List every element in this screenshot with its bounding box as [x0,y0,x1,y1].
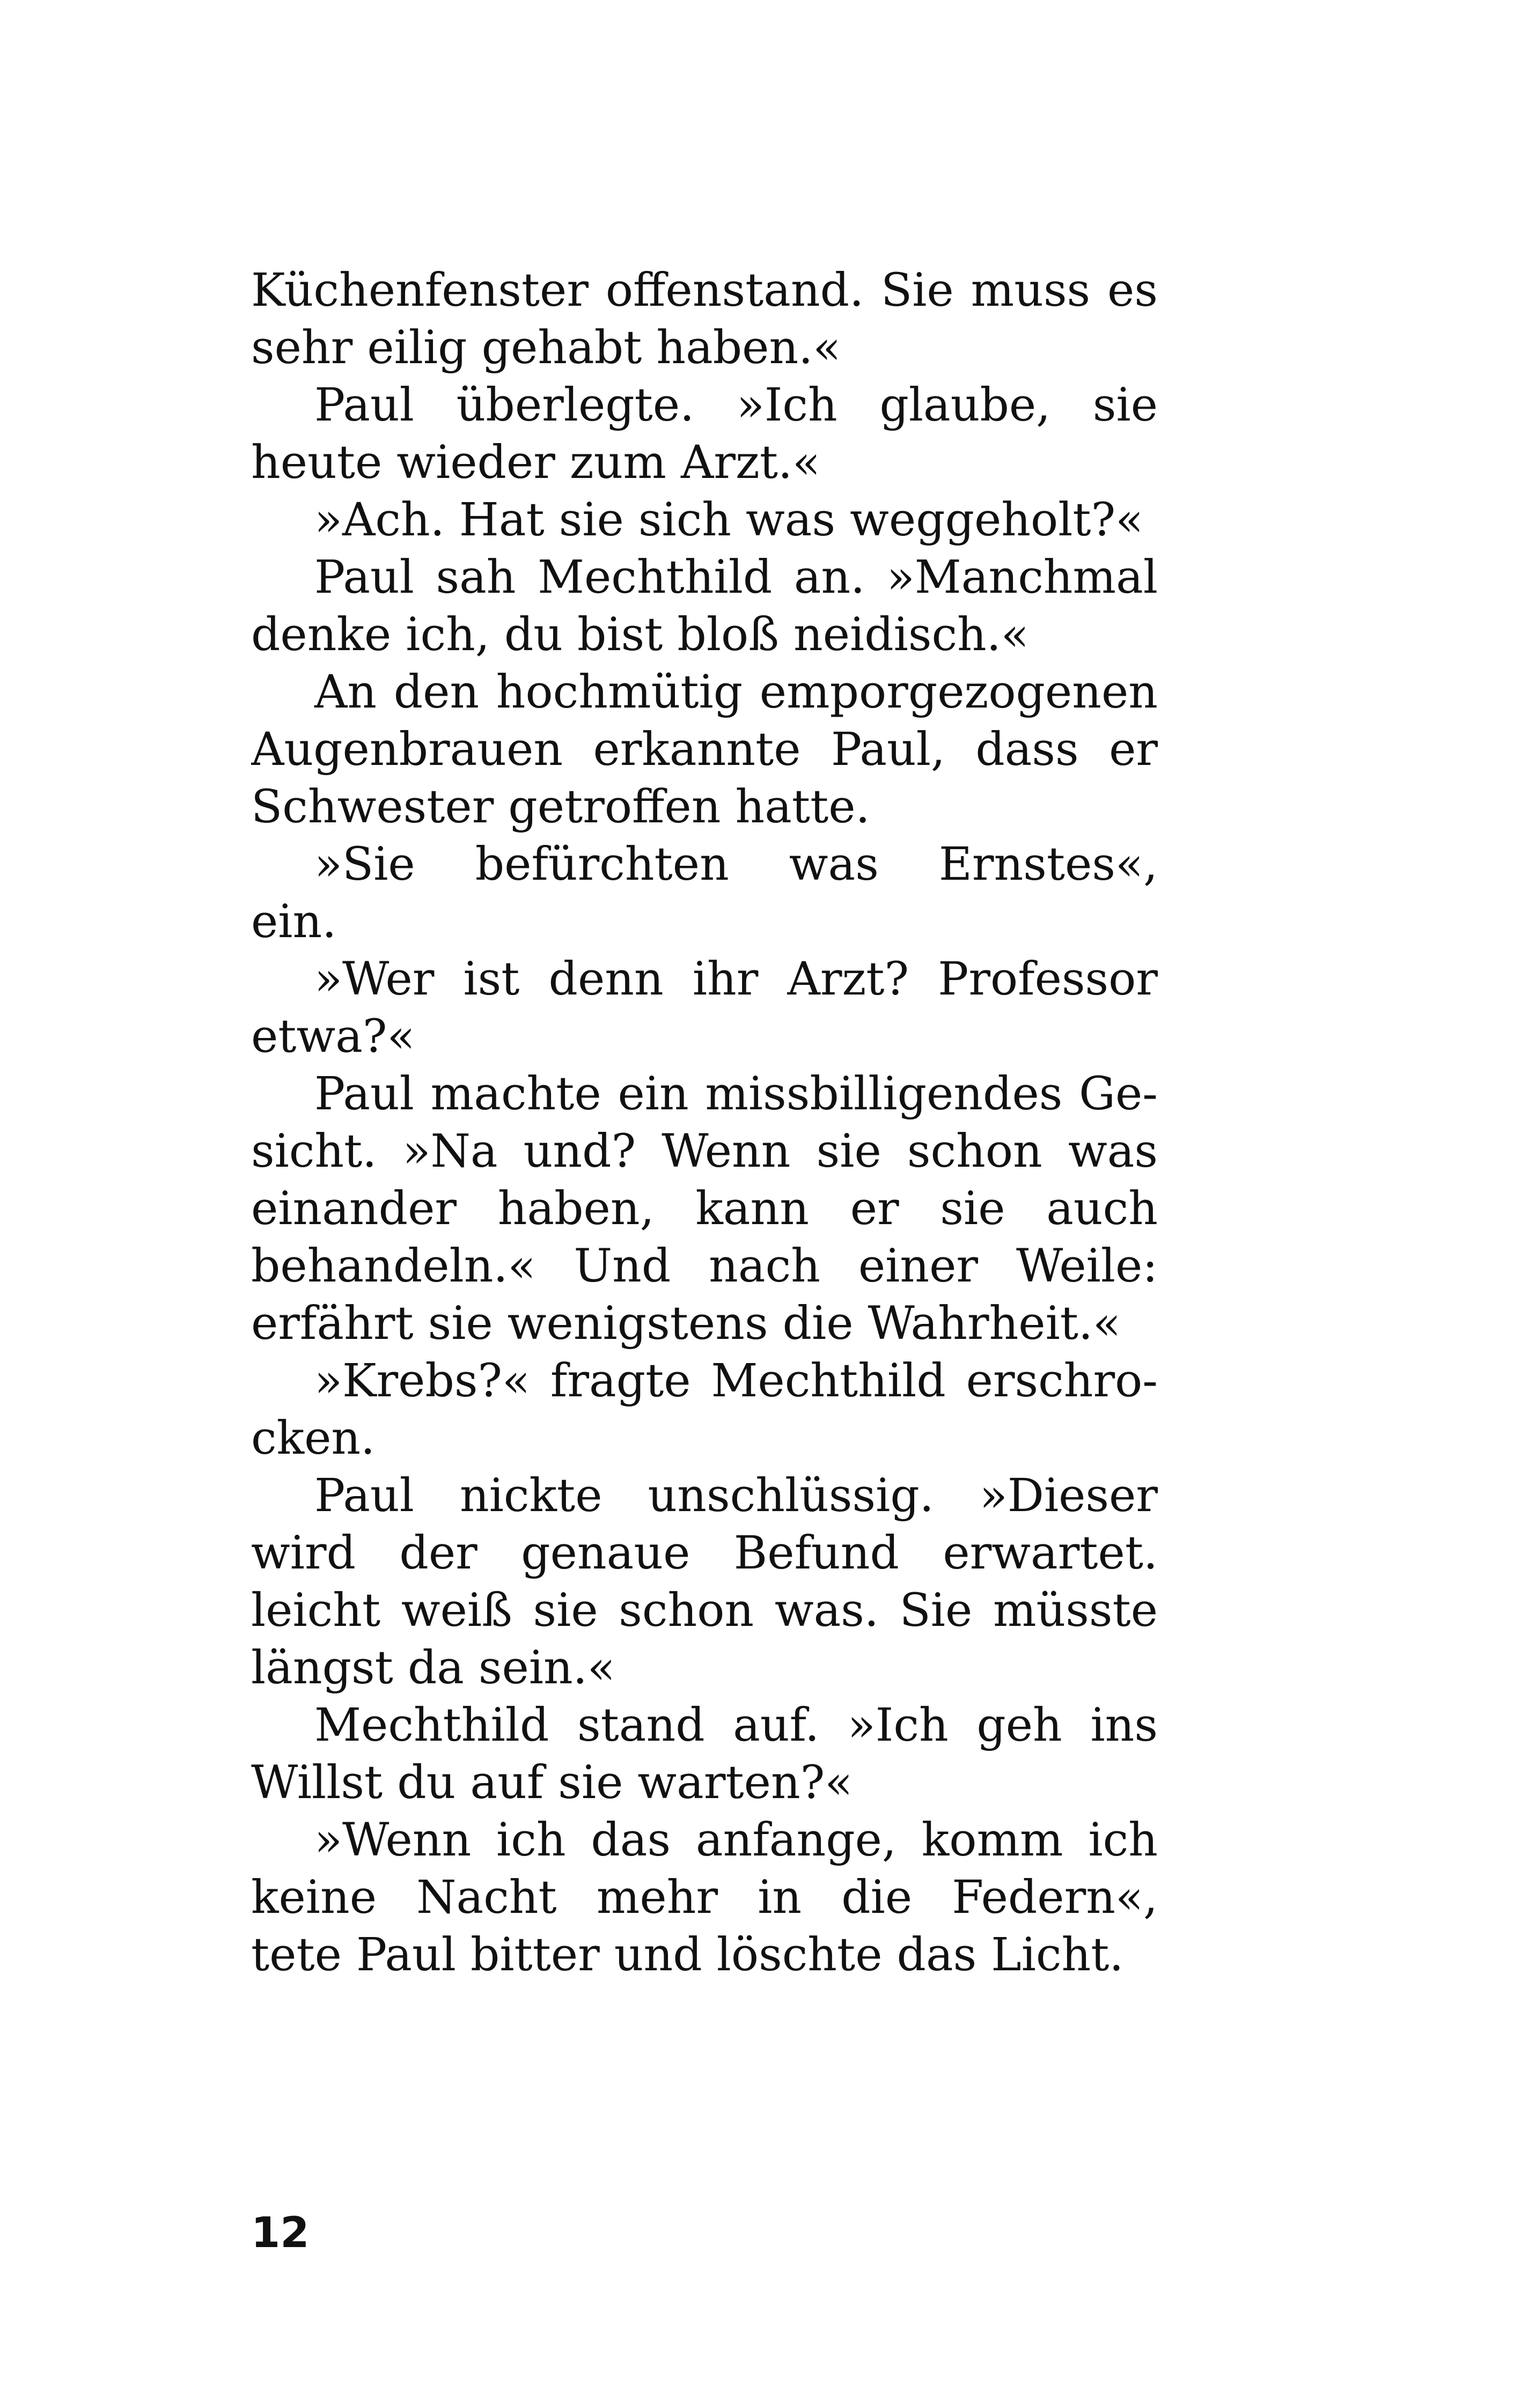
text-line: wird der genaue Befund erwartet. [251,1527,1158,1580]
text-line: sicht. »Na und? Wenn sie schon was [251,1125,1158,1178]
text-line: sehr eilig gehabt haben.« [251,321,841,374]
text-line: An den hochmütig emporgezogenen [314,666,1158,719]
text-line: Küchenfenster offenstand. Sie muss es [251,264,1158,317]
text-line: »Wenn ich das anfange, komm ich [314,1814,1158,1867]
text-line: leicht weiß sie schon was. Sie müsste [251,1584,1158,1637]
text-line: Paul sah Mechthild an. »Manchmal [314,551,1158,604]
text-line: »Sie befürchten was Ernstes«, [314,838,1158,891]
text-line: einander haben, kann er sie auch [251,1182,1158,1235]
body-text [251,262,1158,1984]
text-line: denke ich, du bist bloß neidisch.« [251,608,1029,661]
text-line: »Krebs?« fragte Mechthild erschro- [314,1354,1158,1408]
text-line: behandeln.« Und nach einer Weile: [251,1240,1158,1293]
text-line: »Ach. Hat sie sich was weggeholt?« [314,494,1144,547]
text-line: tete Paul bitter und löschte das Licht. [251,1928,1124,1982]
text-line: keine Nacht mehr in die Federn«, [251,1871,1158,1924]
text-line: längst da sein.« [251,1641,615,1695]
page-number: 12 [251,2209,310,2257]
text-line: Paul überlegte. »Ich glaube, sie [314,379,1158,432]
text-line: erfährt sie wenigstens die Wahrheit.« [251,1297,1121,1350]
text-line: Augenbrauen erkannte Paul, dass er [251,723,1158,776]
text-line: Schwester getroffen hatte. [251,780,870,834]
text-line: etwa?« [251,1010,415,1063]
text-line: »Wer ist denn ihr Arzt? Professor [314,953,1158,1006]
text-line: ein. [251,895,337,948]
text-line: heute wieder zum Arzt.« [251,436,821,489]
text-line: cken. [251,1412,376,1465]
text-line: Willst du auf sie warten?« [251,1756,853,1809]
text-line: Paul machte ein missbilligendes Ge- [314,1067,1158,1121]
text-line: Paul nickte unschlüssig. »Dieser [314,1469,1158,1522]
text-line: Mechthild stand auf. »Ich geh ins [314,1699,1158,1752]
